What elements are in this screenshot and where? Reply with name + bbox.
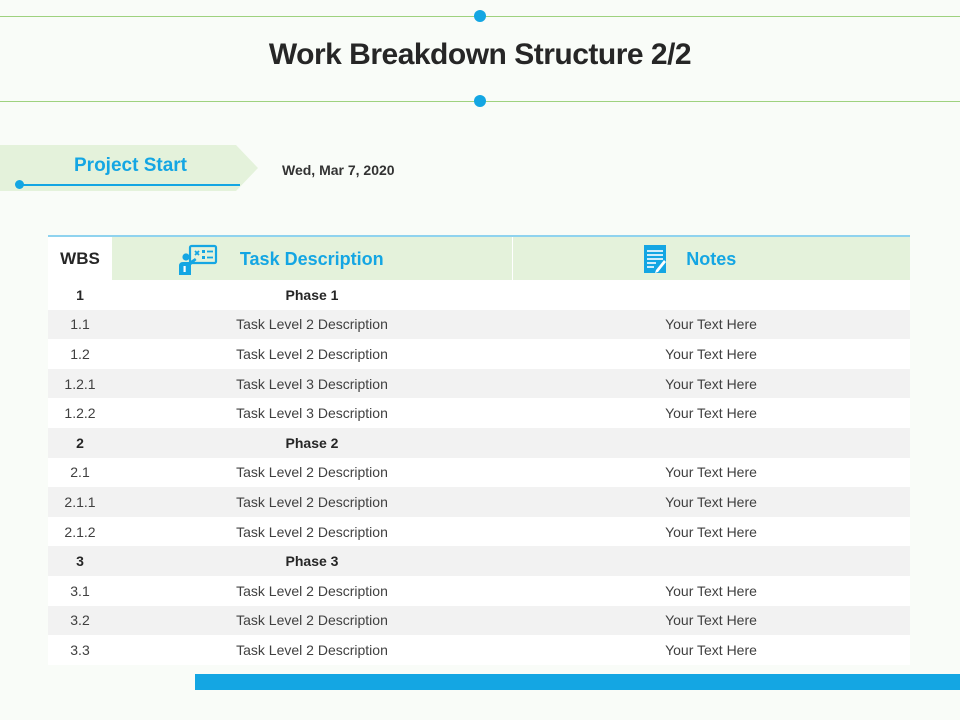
wbs-cell: 1 (76, 286, 84, 303)
notes-cell: Your Text Here (665, 582, 757, 599)
table-row (48, 487, 910, 517)
wbs-cell: 3.1 (70, 582, 90, 599)
notes-cell: Your Text Here (665, 405, 757, 422)
project-start-date: Wed, Mar 7, 2020 (282, 162, 395, 178)
task-description-header-label: Task Description (239, 248, 384, 269)
wbs-cell: 1.2 (70, 345, 90, 362)
table-row (48, 369, 910, 399)
notes-cell: Your Text Here (665, 375, 757, 392)
wbs-cell: 3.2 (70, 612, 90, 629)
table-row (48, 517, 910, 547)
wbs-table (48, 235, 910, 665)
task-description-cell: Phase 2 (285, 434, 339, 451)
task-description-cell: Task Level 2 Description (236, 523, 388, 540)
project-start-dot (15, 180, 24, 189)
task-description-cell: Task Level 2 Description (236, 641, 388, 658)
table-row (48, 339, 910, 369)
wbs-cell: 2 (76, 434, 84, 451)
notes-column-header (512, 236, 910, 280)
wbs-cell: 1.2.1 (64, 375, 96, 392)
task-description-cell: Task Level 2 Description (236, 612, 388, 629)
table-row (48, 576, 910, 606)
phase-row (48, 546, 910, 576)
wbs-cell: 2.1.1 (64, 493, 96, 510)
notes-cell: Your Text Here (665, 612, 757, 629)
notes-cell (512, 546, 910, 576)
notes-cell: Your Text Here (665, 641, 757, 658)
notes-cell: Your Text Here (665, 316, 757, 333)
table-row (48, 310, 910, 340)
wbs-cell: 1.1 (70, 316, 90, 333)
phase-row (48, 428, 910, 458)
notes-cell: Your Text Here (665, 523, 757, 540)
top-divider-dot (474, 10, 486, 22)
project-start-label: Project Start (74, 155, 187, 176)
title-bottom-divider-dot (474, 95, 486, 107)
task-description-cell: Task Level 3 Description (236, 375, 388, 392)
notes-cell (512, 280, 910, 310)
project-start-underline (20, 184, 240, 186)
wbs-cell: 3 (76, 553, 84, 570)
task-description-cell: Task Level 2 Description (236, 464, 388, 481)
task-description-cell: Task Level 2 Description (236, 345, 388, 362)
wbs-cell: 2.1.2 (64, 523, 96, 540)
table-row (48, 606, 910, 636)
phase-row (48, 280, 910, 310)
table-header-row (48, 236, 910, 280)
bottom-accent-bar (195, 674, 960, 690)
notes-header-label: Notes (686, 248, 737, 269)
wbs-cell: 1.2.2 (64, 405, 96, 422)
notes-cell: Your Text Here (665, 493, 757, 510)
wbs-cell: 2.1 (70, 464, 90, 481)
task-description-cell: Task Level 3 Description (236, 405, 388, 422)
wbs-table-body (48, 280, 910, 665)
wbs-cell: 3.3 (70, 641, 90, 658)
task-description-column-header (112, 236, 512, 280)
table-row (48, 398, 910, 428)
page-title: Work Breakdown Structure 2/2 (268, 38, 692, 71)
task-description-cell: Phase 3 (285, 553, 339, 570)
table-row (48, 458, 910, 488)
notes-cell: Your Text Here (665, 345, 757, 362)
notes-cell (512, 428, 910, 458)
wbs-column-header: WBS (48, 236, 112, 280)
task-description-cell: Task Level 2 Description (236, 582, 388, 599)
notes-cell: Your Text Here (665, 464, 757, 481)
task-description-cell: Phase 1 (285, 286, 339, 303)
table-row (48, 635, 910, 665)
task-description-cell: Task Level 2 Description (236, 493, 388, 510)
task-description-cell: Task Level 2 Description (236, 316, 388, 333)
